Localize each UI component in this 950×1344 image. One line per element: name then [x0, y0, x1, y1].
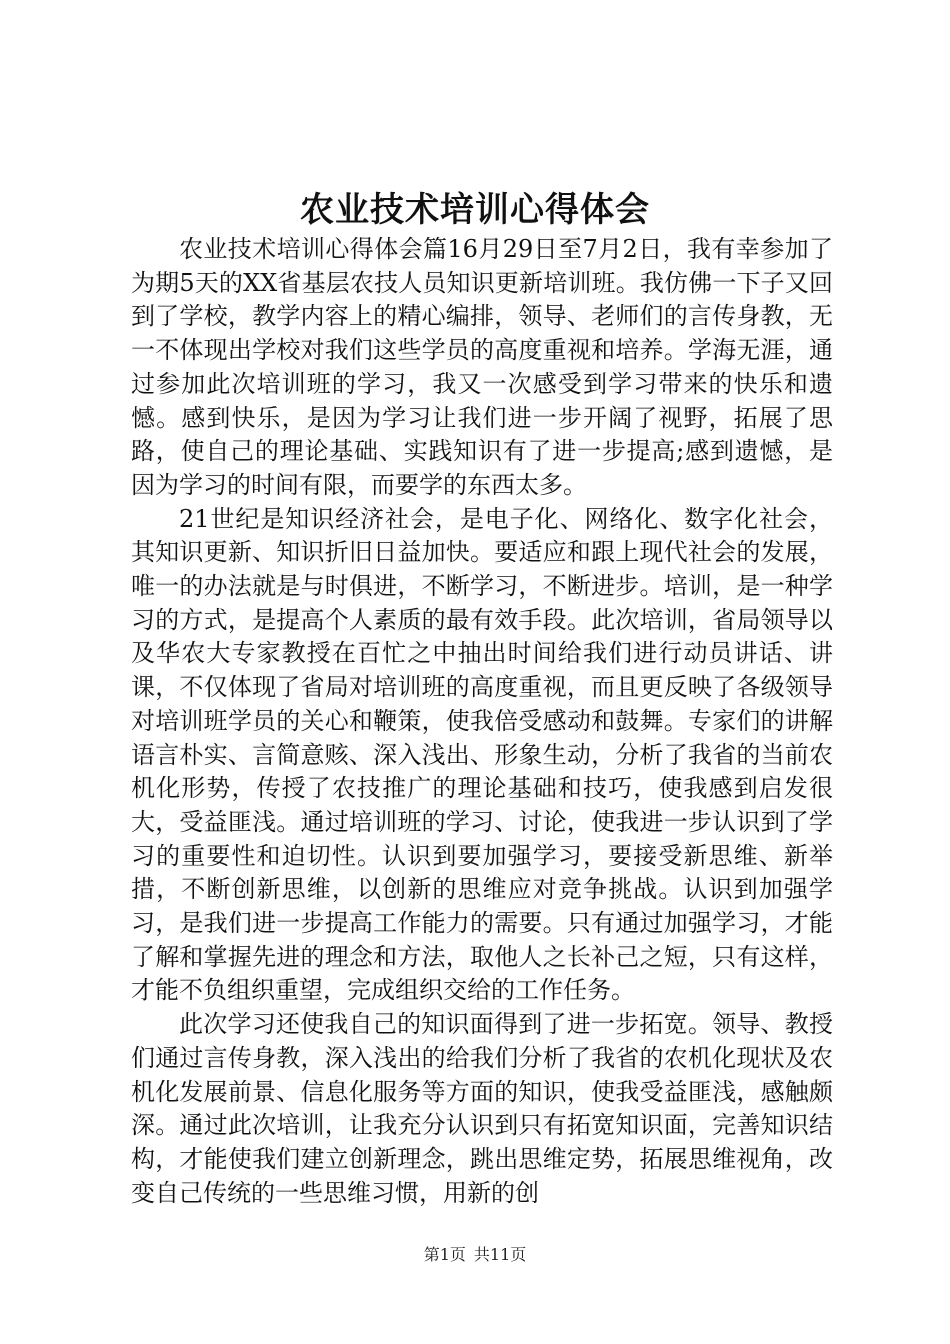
page-total: 共11页 — [473, 1245, 527, 1264]
page-footer — [0, 1242, 950, 1265]
paragraph: 农业技术培训心得体会篇16月29日至7月2日，我有幸参加了为期5天的XX省基层农技人员知识更新培训班。我仿佛一下子又回到了学校，教学内容上的精心编排，领导、老师们的言传身教，无一不体现出学校对我们这些学员的高度重视和培养。学海无涯，通过参加此次培训班的学习，我又一次感受到学习带来的快乐和遗憾。感到快乐，是因为学习让我们进一步开阔了视野，拓展了思路，使自己的理论基础、实践知识有了进一步提高;感到遗憾，是因为学习的时间有限，而要学的东西太多。 — [131, 235, 833, 499]
paragraph: 21世纪是知识经济社会，是电子化、网络化、数字化社会，其知识更新、知识折旧日益加快。要适应和跟上现代社会的发展，唯一的办法就是与时俱进，不断学习，不断进步。培训，是一种学习的方式，是提高个人素质的最有效手段。此次培训，省局领导以及华农大专家教授在百忙之中抽出时间给我们进行动员讲话、讲课，不仅体现了省局对培训班的高度重视，而且更反映了各级领导对培训班学员的关心和鞭策，使我倍受感动和鼓舞。专家们的讲解语言朴实、言简意赅、深入浅出、形象生动，分析了我省的当前农机化形势，传授了农技推广的理论基础和技巧，使我感到启发很大，受益匪浅。通过培训班的学习、讨论，使我进一步认识到了学习的重要性和迫切性。认识到要加强学习，要接受新思维、新举措，不断创新思维，以创新的思维应对竞争挑战。认识到加强学习，是我们进一步提高工作能力的需要。只有通过加强学习，才能了解和掌握先进的理念和方法，取他人之长补己之短，只有这样，才能不负组织重望，完成组织交给的工作任务。 — [131, 504, 833, 1005]
page-number: 第1页 — [423, 1245, 466, 1264]
document-body — [131, 233, 833, 1210]
document-title: 农业技术培训心得体会 — [300, 190, 650, 230]
paragraph: 此次学习还使我自己的知识面得到了进一步拓宽。领导、教授们通过言传身教，深入浅出的给我们分析了我省的农机化现状及农机化发展前景、信息化服务等方面的知识，使我受益匪浅，感触颇深。通过此次培训，让我充分认识到只有拓宽知识面，完善知识结构，才能使我们建立创新理念，跳出思维定势，拓展思维视角，改变自己传统的一些思维习惯，用新的创 — [131, 1010, 833, 1207]
